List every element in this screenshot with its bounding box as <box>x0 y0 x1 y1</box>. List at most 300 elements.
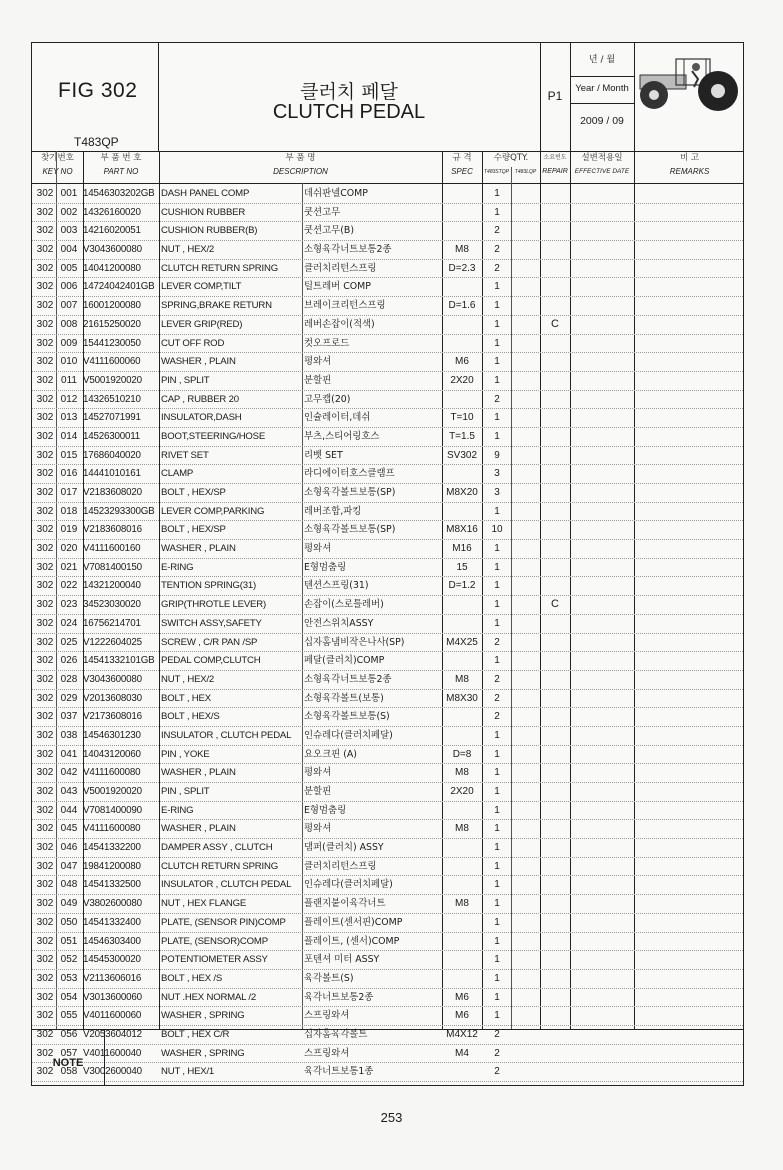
quantity-cell: 2 <box>494 692 500 704</box>
description-korean-cell: 쿳션고무(B) <box>304 225 354 237</box>
header-block <box>32 43 743 152</box>
table-row <box>32 428 743 447</box>
table-row <box>32 465 743 484</box>
spec-cell <box>442 727 482 745</box>
description-cell: NUT , HEX/2 <box>161 673 215 685</box>
table-row <box>32 989 743 1008</box>
repair-cell <box>540 634 570 652</box>
key-number-cell: 010 <box>60 356 78 368</box>
table-row <box>32 839 743 858</box>
description-cell: PIN , YOKE <box>161 748 210 760</box>
description-korean-cell: 소형육각볼트보통(SP) <box>304 524 396 536</box>
quantity-cell: 1 <box>494 898 500 910</box>
description-cell: LEVER COMP,TILT <box>161 281 242 293</box>
quantity-cell: 1 <box>494 337 500 349</box>
key-number-cell: 038 <box>60 729 78 741</box>
spec-cell: D=1.2 <box>448 580 476 592</box>
quantity-cell: 2 <box>494 1066 500 1078</box>
description-korean-cell: 고무캡(20) <box>304 393 351 405</box>
figure-number-cell: 302 <box>36 617 54 629</box>
quantity-cell: 1 <box>494 767 500 779</box>
description-korean-cell: 평와셔 <box>304 823 332 835</box>
part-number-cell: V2053604012 <box>83 1028 142 1040</box>
key-number-cell: 058 <box>60 1066 78 1078</box>
repair-cell <box>540 764 570 782</box>
repair-cell <box>540 540 570 558</box>
repair-cell <box>540 278 570 296</box>
figure-number-cell: 302 <box>36 1047 54 1059</box>
repair-header: 소요빈도 REPAIR <box>542 154 568 175</box>
key-number-cell: 053 <box>60 972 78 984</box>
description-cell: INSULATOR , CLUTCH PEDAL <box>161 879 292 891</box>
spec-cell <box>442 204 482 222</box>
table-row <box>32 540 743 559</box>
quantity-cell: 2 <box>494 1028 500 1040</box>
quantity-cell: 10 <box>491 524 503 536</box>
spec-cell <box>442 615 482 633</box>
spec-cell: M6 <box>455 991 469 1003</box>
table-row <box>32 1045 743 1064</box>
key-number-cell: 024 <box>60 617 78 629</box>
description-korean-cell: 스프링와셔 <box>304 1047 350 1059</box>
spec-cell: T=10 <box>450 412 474 424</box>
figure-number-cell: 302 <box>36 860 54 872</box>
part-number-cell: V7081400150 <box>83 561 142 573</box>
key-number-cell: 011 <box>61 374 77 386</box>
figure-number-cell: 302 <box>36 748 54 760</box>
quantity-cell: 3 <box>494 468 500 480</box>
figure-number-cell: 302 <box>36 954 54 966</box>
title-korean: 클러치 페달 <box>300 81 398 103</box>
description-korean-cell: 플레이트, (센서)COMP <box>304 935 400 947</box>
description-korean-cell: 플레이트(센서핀)COMP <box>304 916 403 928</box>
key-number-cell: 041 <box>60 748 78 760</box>
key-number-cell: 015 <box>60 449 78 461</box>
description-korean-cell: 소형육각너트보통2종 <box>304 673 392 685</box>
description-korean-cell: 포텐셔 미터 ASSY <box>304 954 380 966</box>
spec-cell <box>442 596 482 614</box>
table-row <box>32 409 743 428</box>
key-number-cell: 048 <box>60 879 78 891</box>
table-row <box>32 260 743 279</box>
figure-number-cell: 302 <box>36 1028 54 1040</box>
repair-cell <box>540 989 570 1007</box>
description-cell: E-RING <box>161 804 194 816</box>
spec-cell: D=2.3 <box>448 262 476 274</box>
description-korean-cell: 브레이크리턴스프링 <box>304 300 386 312</box>
spec-cell: M8X30 <box>446 692 478 704</box>
description-cell: DAMPER ASSY , CLUTCH <box>161 842 273 854</box>
spec-cell <box>442 708 482 726</box>
table-row <box>32 615 743 634</box>
description-cell: GRIP(THROTLE LEVER) <box>161 599 266 611</box>
parts-table <box>32 185 743 1082</box>
spec-cell <box>442 503 482 521</box>
table-row <box>32 970 743 989</box>
description-cell: SPRING,BRAKE RETURN <box>161 300 272 312</box>
part-number-cell: 16756214701 <box>83 617 141 629</box>
repair-cell: C <box>551 598 559 611</box>
repair-cell <box>540 409 570 427</box>
key-number-cell: 050 <box>60 916 78 928</box>
description-cell: PLATE, (SENSOR)COMP <box>161 935 268 947</box>
repair-cell <box>540 204 570 222</box>
part-number-cell: 14041200080 <box>83 262 141 274</box>
description-cell: CAP , RUBBER 20 <box>161 393 239 405</box>
page-title: CLUTCH PEDAL <box>272 101 426 123</box>
part-number-cell: V4111600160 <box>83 543 141 555</box>
figure-number-cell: 302 <box>36 673 54 685</box>
quantity-cell: 1 <box>494 655 500 667</box>
repair-cell <box>540 1007 570 1025</box>
part-number-cell: 14321200040 <box>83 580 141 592</box>
figure-number-cell: 302 <box>36 935 54 947</box>
description-korean-cell: 육각볼트(S) <box>304 972 354 984</box>
description-cell: CLAMP <box>161 468 194 480</box>
quantity-cell: 1 <box>494 543 500 555</box>
repair-cell <box>540 933 570 951</box>
description-korean-cell: 소형육각볼트보통(SP) <box>304 487 396 498</box>
repair-cell: C <box>551 317 559 330</box>
spec-cell <box>442 858 482 876</box>
part-number-cell: V2183608020 <box>83 487 142 498</box>
year-month-value: 2009 / 09 <box>580 115 624 127</box>
part-number-cell: V3043600080 <box>83 244 142 256</box>
quantity-cell: 2 <box>494 244 500 256</box>
description-cell: INSULATOR,DASH <box>161 412 242 424</box>
figure-number-cell: 302 <box>36 804 54 816</box>
key-number-cell: 019 <box>60 524 78 536</box>
part-number-cell: 16001200080 <box>83 300 141 312</box>
key-number-cell: 026 <box>60 655 78 667</box>
table-row <box>32 204 743 223</box>
part-number-cell: V3013600060 <box>83 991 142 1003</box>
quantity-cell: 1 <box>494 1010 500 1022</box>
quantity-cell: 1 <box>494 804 500 816</box>
quantity-cell: 1 <box>494 430 500 442</box>
tractor-illustration <box>636 45 744 115</box>
description-korean-cell: 레버손잡이(적색) <box>304 318 375 330</box>
figure-number-cell: 302 <box>36 412 54 424</box>
description-cell: NUT , HEX/1 <box>161 1066 215 1078</box>
spec-cell: M4 <box>455 1047 469 1059</box>
key-number-cell: 055 <box>60 1010 78 1022</box>
figure-number-cell: 302 <box>36 374 54 386</box>
table-row <box>32 671 743 690</box>
part-number-cell: 14546303202GB <box>83 188 155 199</box>
description-cell: BOLT , HEX /S <box>161 972 223 984</box>
quantity-cell: 9 <box>494 449 500 461</box>
note-label: NOTE <box>52 1057 84 1069</box>
quantity-cell: 1 <box>494 729 500 741</box>
figure-number-cell: 302 <box>36 225 54 237</box>
table-row <box>32 1007 743 1026</box>
description-korean-cell: 육각너트보통1종 <box>304 1066 374 1078</box>
quantity-cell: 1 <box>494 916 500 928</box>
table-row <box>32 335 743 354</box>
description-cell: NUT .HEX NORMAL /2 <box>161 991 257 1003</box>
table-row <box>32 521 743 540</box>
part-number-cell: 21615250020 <box>83 318 141 330</box>
description-korean-cell: 육각너트보통2종 <box>304 991 374 1003</box>
table-row <box>32 746 743 765</box>
qty-header: 수량QTY. T483STQP T483LQP <box>483 153 537 175</box>
key-number-cell: 046 <box>60 842 78 854</box>
key-number-cell: 007 <box>60 300 78 312</box>
spec-cell <box>442 876 482 894</box>
key-number-cell: 005 <box>60 262 78 274</box>
description-cell: BOOT,STEERING/HOSE <box>161 430 266 442</box>
description-korean-cell: 소형육각볼트보통(S) <box>304 711 390 723</box>
table-row <box>32 372 743 391</box>
part-number-cell: V5001920020 <box>83 374 142 386</box>
key-number-cell: 045 <box>60 823 78 835</box>
repair-cell <box>540 615 570 633</box>
figure-number-cell: 302 <box>36 767 54 779</box>
table-row <box>32 484 743 503</box>
figure-number-cell: 302 <box>36 487 54 498</box>
description-cell: PIN , SPLIT <box>161 374 210 386</box>
repair-cell <box>540 1063 570 1081</box>
spec-cell <box>442 839 482 857</box>
quantity-cell: 3 <box>494 487 500 498</box>
key-number-cell: 002 <box>60 206 78 218</box>
spec-cell: SV302 <box>446 449 478 461</box>
quantity-cell: 1 <box>494 879 500 891</box>
repair-cell <box>540 260 570 278</box>
description-cell: WASHER , SPRING <box>161 1010 245 1022</box>
part-number-cell: 14043120060 <box>83 748 141 760</box>
description-korean-cell: 소형육각볼트(보통) <box>304 692 384 704</box>
key-number-cell: 051 <box>60 935 78 947</box>
figure-number-cell: 302 <box>36 786 54 797</box>
key-number-cell: 017 <box>60 487 78 498</box>
part-number-cell: V4111600080 <box>83 823 141 835</box>
part-number-cell: 19841200080 <box>83 860 141 872</box>
figure-number-cell: 302 <box>36 356 54 368</box>
key-number-cell: 057 <box>60 1047 78 1059</box>
key-number-cell: 020 <box>60 543 78 555</box>
part-number-cell: 14541332500 <box>83 879 141 891</box>
description-cell: NUT , HEX FLANGE <box>161 898 247 910</box>
key-number-cell: 008 <box>60 318 78 330</box>
figure-number-cell: 302 <box>36 1010 54 1022</box>
description-korean-cell: 요오크핀 (A) <box>304 748 357 760</box>
repair-cell <box>540 876 570 894</box>
figure-number-cell: 302 <box>36 580 54 592</box>
description-cell: WASHER , SPRING <box>161 1047 245 1059</box>
key-number-cell: 013 <box>60 412 78 424</box>
part-number-cell: 15441230050 <box>83 337 141 349</box>
table-row <box>32 316 743 335</box>
part-number-cell: 14541332400 <box>83 916 141 928</box>
table-row <box>32 858 743 877</box>
part-number-cell: 14216020051 <box>83 225 141 237</box>
repair-cell <box>540 559 570 577</box>
part-number-cell: 14527071991 <box>83 412 141 424</box>
part-number-cell: 14541332200 <box>83 842 141 854</box>
sheet-page-number: P1 <box>547 89 563 103</box>
description-korean-cell: 페달(클러치)COMP <box>304 655 385 667</box>
description-cell: PEDAL COMP,CLUTCH <box>161 655 261 667</box>
part-number-cell: V2173608016 <box>83 711 142 723</box>
repair-cell <box>540 727 570 745</box>
quantity-cell: 1 <box>494 786 500 797</box>
figure-number-cell: 302 <box>36 916 54 928</box>
key-number-cell: 009 <box>60 337 78 349</box>
repair-cell <box>540 858 570 876</box>
part-number-cell: 14523293300GB <box>83 505 155 517</box>
description-korean-cell: 레버조합,파킹 <box>304 505 362 517</box>
description-korean-cell: 소형육각너트보통2종 <box>304 244 392 256</box>
repair-cell <box>540 335 570 353</box>
description-korean-cell: 리벳 SET <box>304 449 343 461</box>
key-number-cell: 025 <box>60 636 78 648</box>
figure-number-cell: 302 <box>36 823 54 835</box>
spec-cell: D=8 <box>452 748 472 760</box>
description-korean-cell: 안전스위치ASSY <box>304 617 374 629</box>
description-korean-cell: E형멈춤링 <box>304 804 347 816</box>
repair-cell <box>540 484 570 502</box>
spec-cell: 2X20 <box>450 374 474 386</box>
page-number: 253 <box>380 1110 403 1125</box>
description-cell: E-RING <box>161 561 194 573</box>
quantity-cell: 2 <box>494 393 500 405</box>
spec-cell: 2X20 <box>450 786 474 797</box>
figure-number-cell: 302 <box>36 337 54 349</box>
table-row <box>32 708 743 727</box>
quantity-cell: 2 <box>494 1047 500 1059</box>
repair-cell <box>540 353 570 371</box>
description-cell: CUSHION RUBBER <box>161 206 246 218</box>
description-cell: INSULATOR , CLUTCH PEDAL <box>161 729 292 741</box>
repair-cell <box>540 690 570 708</box>
description-cell: SWITCH ASSY,SAFETY <box>161 617 262 629</box>
part-number-cell: 14724042401GB <box>83 281 155 293</box>
repair-cell <box>540 297 570 315</box>
description-korean-cell: 댐퍼(클러치) ASSY <box>304 842 384 854</box>
spec-cell: M8 <box>455 244 469 256</box>
repair-cell <box>540 241 570 259</box>
key-number-cell: 047 <box>60 860 78 872</box>
model-code: T483QP <box>74 135 119 149</box>
quantity-cell: 1 <box>494 991 500 1003</box>
part-number-cell: 34523030020 <box>83 599 141 611</box>
key-number-cell: 006 <box>60 281 78 293</box>
part-number-cell: V5001920020 <box>83 786 142 797</box>
description-korean-cell: 플랜지붙이육각너트 <box>304 898 386 910</box>
table-row <box>32 447 743 466</box>
repair-cell <box>540 372 570 390</box>
part-number-cell: V2183608016 <box>83 524 142 536</box>
table-row <box>32 802 743 821</box>
quantity-cell: 1 <box>494 748 500 760</box>
description-cell: POTENTIOMETER ASSY <box>161 954 268 966</box>
spec-cell: M8X20 <box>446 487 478 498</box>
part-number-cell: V4111600080 <box>83 767 141 779</box>
figure-number-cell: 302 <box>36 543 54 555</box>
spec-cell: D=1.6 <box>448 300 476 312</box>
figure-number: FIG 302 <box>58 79 138 102</box>
repair-cell <box>540 914 570 932</box>
description-cell: RIVET SET <box>161 449 209 461</box>
quantity-cell: 1 <box>494 356 500 368</box>
part-number-cell: V4111600060 <box>83 356 141 368</box>
part-number-cell: 14545300020 <box>83 954 141 966</box>
table-row <box>32 951 743 970</box>
key-number-cell: 043 <box>60 786 78 797</box>
figure-number-cell: 302 <box>36 430 54 442</box>
figure-number-cell: 302 <box>36 188 54 199</box>
spec-cell: 15 <box>456 561 468 573</box>
repair-cell <box>540 428 570 446</box>
spec-cell <box>442 465 482 483</box>
key-number-cell: 029 <box>60 692 78 704</box>
figure-number-cell: 302 <box>36 842 54 854</box>
part-number-cell: V7081400090 <box>83 804 142 816</box>
description-cell: PLATE, (SENSOR PIN)COMP <box>161 916 286 928</box>
table-row <box>32 783 743 802</box>
quantity-cell: 2 <box>494 673 500 685</box>
spec-cell <box>442 1063 482 1081</box>
repair-cell <box>540 839 570 857</box>
table-row <box>32 727 743 746</box>
repair-cell <box>540 783 570 801</box>
table-row <box>32 577 743 596</box>
figure-number-cell: 302 <box>36 449 54 461</box>
year-month-label-korean: 년 / 월 <box>588 55 616 65</box>
part-number-cell: V2013608030 <box>83 692 142 704</box>
quantity-cell: 1 <box>494 505 500 517</box>
spec-cell <box>442 914 482 932</box>
figure-number-cell: 302 <box>36 1066 54 1078</box>
spec-cell: M8 <box>455 823 469 835</box>
part-number-cell: V3043600080 <box>83 673 142 685</box>
spec-cell <box>442 951 482 969</box>
quantity-cell: 1 <box>494 561 500 573</box>
table-row <box>32 764 743 783</box>
repair-cell <box>540 222 570 240</box>
description-korean-cell: 평와셔 <box>304 543 332 555</box>
description-cell: BOLT , HEX/SP <box>161 487 226 498</box>
key-number-cell: 018 <box>60 505 78 517</box>
part-number-cell: 14326510210 <box>83 393 141 405</box>
repair-cell <box>540 802 570 820</box>
figure-number-cell: 302 <box>36 879 54 891</box>
quantity-cell: 1 <box>494 842 500 854</box>
figure-number-cell: 302 <box>36 898 54 910</box>
spec-cell <box>442 316 482 334</box>
effective-date-header: 설변적용일 EFFECTIVE DATE <box>574 153 630 175</box>
key-number-cell: 004 <box>60 244 78 256</box>
description-korean-cell: 평와셔 <box>304 356 332 368</box>
description-cell: BOLT , HEX/S <box>161 711 220 723</box>
figure-number-cell: 302 <box>36 972 54 984</box>
key-number-cell: 037 <box>60 711 78 723</box>
part-number-cell: V1222604025 <box>83 636 142 648</box>
quantity-cell: 1 <box>494 860 500 872</box>
description-cell: CLUTCH RETURN SPRING <box>161 262 278 274</box>
key-number-cell: 042 <box>60 767 78 779</box>
table-row <box>32 820 743 839</box>
spec-cell <box>442 335 482 353</box>
quantity-cell: 2 <box>494 225 500 237</box>
repair-cell <box>540 391 570 409</box>
figure-number-cell: 302 <box>36 599 54 611</box>
quantity-cell: 1 <box>494 617 500 629</box>
table-row <box>32 278 743 297</box>
table-row <box>32 185 743 204</box>
